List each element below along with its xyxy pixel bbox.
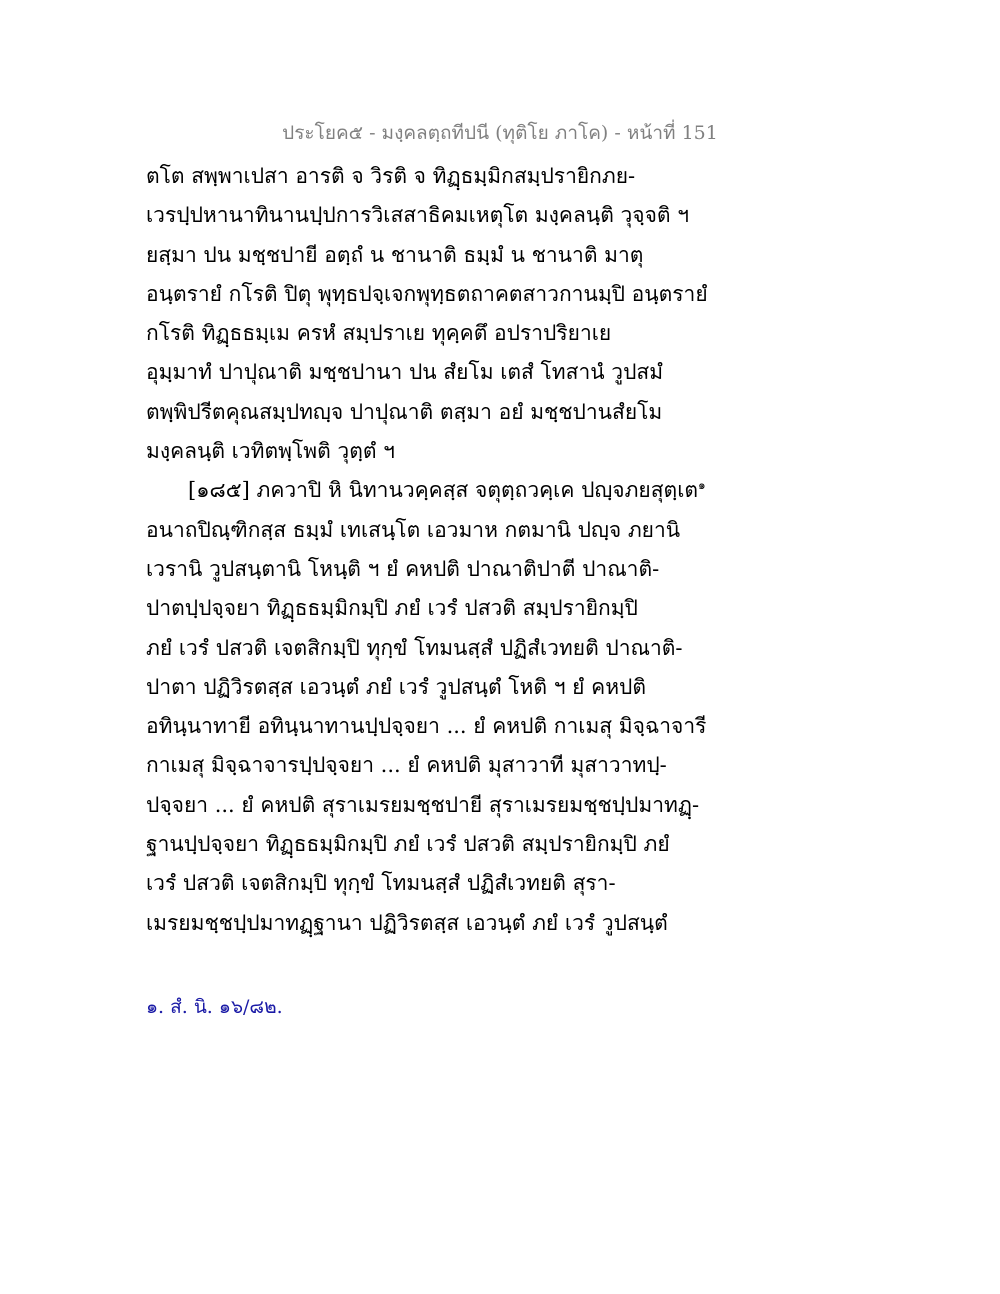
text-line: เวรปฺปหานาทินานปฺปการวิเสสาธิคมเหตุโต มงฺคลนฺติ วุจฺจติ ฯ xyxy=(146,203,690,228)
text-line: ตพฺพิปรีตคุณสมฺปทญฺจ ปาปุณาติ ตสฺมา อยํ มชฺชปานสํยโม xyxy=(146,399,663,424)
text-line: ปาตา ปฏิวิรตสฺส เอวนฺตํ ภยํ เวรํ วูปสนฺตํ โหติ ฯ ยํ คหปติ xyxy=(146,674,647,699)
text-line: กาเมสุ มิจฺฉาจารปฺปจฺจยา ... ยํ คหปติ มุสาวาที มุสาวาทปฺ- xyxy=(146,753,667,778)
text-line: เวรํ ปสวติ เจตสิกมฺปิ ทุกฺขํ โทมนสฺสํ ปฏิสํเวทยติ สุรา- xyxy=(146,871,616,896)
text-line: เวรานิ วูปสนฺตานิ โหนฺติ ฯ ยํ คหปติ ปาณาติปาตี ปาณาติ- xyxy=(146,556,660,581)
text-line: ยสฺมา ปน มชฺชปายี อตฺถํ น ชานาติ ธมฺมํ น ชานาติ มาตุ xyxy=(146,242,644,267)
text-line: ฐานปฺปจฺจยา ทิฏฺธธมฺมิกมฺปิ ภยํ เวรํ ปสวติ สมฺปรายิกมฺปิ ภยํ xyxy=(146,832,670,857)
paragraph-start-text: [๑๘๕] ภควาปิ หิ นิทานวคฺคสฺส จตุตฺถวคฺเค ปญฺจภยสุตฺเต xyxy=(188,478,699,503)
text-line: กโรติ ทิฏฺธธมฺเม ครหํ สมฺปราเย ทุคฺคตึ อปราปริยาเย xyxy=(146,321,612,346)
text-line: ปจฺจยา ... ยํ คหปติ สุราเมรยมชฺชปายี สุราเมรยมชฺชปฺปมาทฏฺ- xyxy=(146,792,700,817)
text-line: อทินฺนาทายี อทินฺนาทานปฺปจฺจยา ... ยํ คหปติ กาเมสุ มิจฺฉาจารี xyxy=(146,714,707,739)
text-line: เมรยมชฺชปฺปมาทฏฺฐานา ปฏิวิรตสฺส เอวนฺตํ ภยํ เวรํ วูปสนฺตํ xyxy=(146,910,668,935)
body-text xyxy=(146,157,706,943)
text-line: อนฺตรายํ กโรติ ปิตุ พุทฺธปจฺเจกพุทฺธตถาคตสาวกานมฺปิ อนฺตรายํ xyxy=(146,281,708,306)
text-line: อนาถปิณฺฑิกสฺส ธมฺมํ เทเสนฺโต เอวมาห กตมานิ ปญฺจ ภยานิ xyxy=(146,517,681,542)
footnote: ๑. สํ. นิ. ๑๖/๘๒. xyxy=(146,996,283,1018)
running-header: ประโยค๕ - มงฺคลตฺถทีปนี (ทุติโย ภาโค) - หน้าที่ 151 xyxy=(282,122,718,144)
text-line: มงฺคลนฺติ เวทิตพฺโพติ วุตฺตํ ฯ xyxy=(146,439,395,464)
text-line: อุมฺมาทํ ปาปุณาติ มชฺชปานา ปน สํยโม เตสํ โทสานํ วูปสมํ xyxy=(146,360,664,385)
text-line: ตโต สพฺพาเปสา อารติ จ วิรติ จ ทิฏฺธมฺมิกสมฺปรายิกภย- xyxy=(146,164,636,188)
paragraph-start-line xyxy=(146,471,706,510)
text-line: ภยํ เวรํ ปสวติ เจตสิกมฺปิ ทุกฺขํ โทมนสฺสํ ปฏิสํเวทยติ ปาณาติ- xyxy=(146,635,683,660)
text-line: ปาตปฺปจฺจยา ทิฏฺธธมฺมิกมฺปิ ภยํ เวรํ ปสวติ สมฺปรายิกมฺปิ xyxy=(146,596,638,621)
footnote-reference-marker: ๑ xyxy=(698,478,706,493)
